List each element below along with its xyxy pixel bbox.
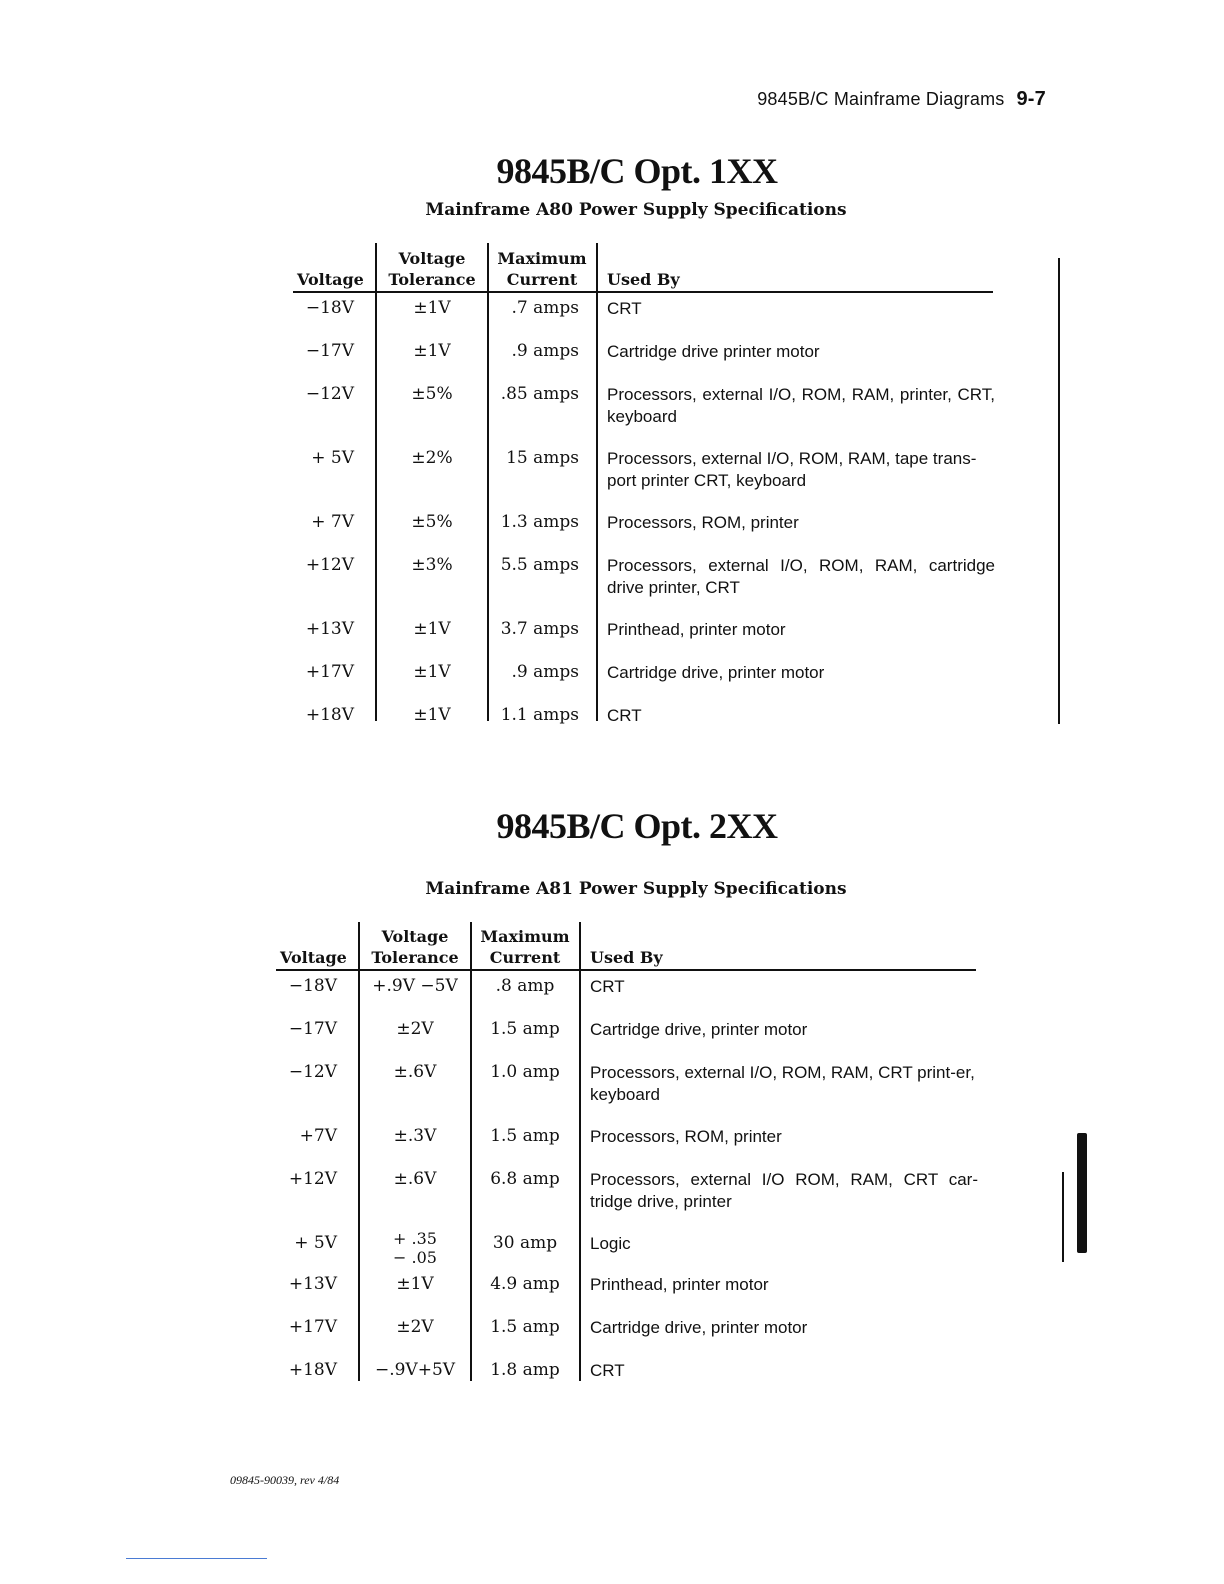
voltage-cell: −12V bbox=[288, 1062, 337, 1082]
tolerance-cell: ±2% bbox=[411, 448, 453, 468]
used-by-cell: Printhead, printer motor bbox=[590, 1275, 769, 1294]
voltage-cell: +18V bbox=[288, 1360, 337, 1380]
table1-rule-3 bbox=[596, 243, 598, 721]
tolerance-cell: ±1V bbox=[413, 619, 451, 639]
table2-header-tolerance-1: Voltage bbox=[381, 927, 449, 946]
voltage-cell: −17V bbox=[305, 341, 354, 361]
used-by-cell: Printhead, printer motor bbox=[607, 620, 786, 639]
voltage-cell: +17V bbox=[288, 1317, 337, 1337]
tolerance-cell: ±1V bbox=[413, 662, 451, 682]
current-cell: 30 amp bbox=[492, 1233, 558, 1253]
table2-rule-1 bbox=[358, 922, 360, 1381]
voltage-cell: −18V bbox=[305, 298, 354, 318]
current-cell: .7 amps bbox=[511, 298, 579, 318]
document-number: 09845-90039, rev 4/84 bbox=[230, 1473, 340, 1487]
tolerance-cell: +.9V −5V bbox=[372, 976, 458, 996]
tolerance-cell: ±.3V bbox=[393, 1126, 437, 1146]
used-by-cell: Processors, external I/O, ROM, RAM, cartridge drive printer, CRT bbox=[607, 556, 995, 597]
table2-header-rule bbox=[276, 969, 976, 971]
used-by-cell: CRT bbox=[590, 977, 625, 996]
tolerance-minus: − .05 bbox=[393, 1248, 437, 1267]
table2-header-voltage: Voltage bbox=[280, 948, 347, 967]
tolerance-cell: ±2V bbox=[396, 1019, 434, 1039]
voltage-cell: +13V bbox=[288, 1274, 337, 1294]
used-by-cell: CRT bbox=[607, 299, 642, 318]
current-cell: 4.9 amp bbox=[490, 1274, 560, 1294]
voltage-cell: −18V bbox=[288, 976, 337, 996]
current-cell: .9 amps bbox=[511, 662, 579, 682]
tolerance-cell: ±3% bbox=[411, 555, 453, 575]
used-by-cell: Processors, external I/O ROM, RAM, CRT car-tridge drive, printer bbox=[590, 1170, 978, 1211]
used-by-cell: Processors, external I/O, ROM, RAM, printer, CRT, keyboard bbox=[607, 385, 995, 426]
tolerance-cell: ±.6V bbox=[393, 1062, 437, 1082]
current-cell: 1.5 amp bbox=[490, 1126, 560, 1146]
table1-header-used-by: Used By bbox=[607, 270, 680, 289]
table1-header-tolerance-2: Tolerance bbox=[388, 270, 476, 289]
tolerance-cell: ±1V bbox=[396, 1274, 434, 1294]
used-by-cell: Cartridge drive, printer motor bbox=[607, 663, 825, 682]
current-cell: .85 amps bbox=[500, 384, 579, 404]
tolerance-cell bbox=[361, 1229, 469, 1267]
current-cell: 15 amps bbox=[506, 448, 579, 468]
table2-title: 9845B/C Opt. 2XX bbox=[496, 806, 778, 846]
tolerance-cell: ±1V bbox=[413, 298, 451, 318]
used-by-cell: Processors, external I/O, ROM, RAM, CRT print-er, keyboard bbox=[590, 1063, 975, 1104]
voltage-cell: +13V bbox=[305, 619, 354, 639]
tolerance-cell: ±2V bbox=[396, 1317, 434, 1337]
used-by-cell: Logic bbox=[590, 1234, 631, 1253]
current-cell: 6.8 amp bbox=[490, 1169, 560, 1189]
change-bar bbox=[1062, 1172, 1064, 1262]
current-cell: .9 amps bbox=[511, 341, 579, 361]
voltage-cell: −12V bbox=[305, 384, 354, 404]
used-by-cell: Cartridge drive printer motor bbox=[607, 342, 820, 361]
page-number: 9-7 bbox=[1016, 88, 1046, 110]
current-cell: 1.0 amp bbox=[490, 1062, 560, 1082]
used-by-cell: Processors, external I/O, ROM, RAM, tape trans-port printer CRT, keyboard bbox=[607, 449, 977, 490]
tolerance-cell: ±5% bbox=[411, 512, 453, 532]
table1-header-voltage: Voltage bbox=[297, 270, 364, 289]
tolerance-cell: −.9V+5V bbox=[374, 1360, 456, 1380]
current-cell: 3.7 amps bbox=[500, 619, 579, 639]
tolerance-cell: ±.6V bbox=[393, 1169, 437, 1189]
table2-subtitle: Mainframe A81 Power Supply Specifications bbox=[425, 879, 847, 899]
table1-rule-1 bbox=[375, 243, 377, 721]
table1-subtitle: Mainframe A80 Power Supply Specifications bbox=[425, 200, 847, 220]
table2-header-tolerance-2: Tolerance bbox=[371, 948, 459, 967]
current-cell: 1.8 amp bbox=[490, 1360, 560, 1380]
current-cell: 5.5 amps bbox=[500, 555, 579, 575]
table1-title: 9845B/C Opt. 1XX bbox=[496, 151, 778, 191]
table1-header-current-2: Current bbox=[506, 270, 578, 289]
current-cell: 1.1 amps bbox=[500, 705, 579, 725]
current-cell: 1.3 amps bbox=[500, 512, 579, 532]
used-by-cell: Cartridge drive, printer motor bbox=[590, 1020, 808, 1039]
table2-header-used-by: Used By bbox=[590, 948, 663, 967]
table1-header-rule bbox=[293, 291, 993, 293]
tolerance-plus: + .35 bbox=[393, 1229, 437, 1248]
table2-header-current-2: Current bbox=[489, 948, 561, 967]
tolerance-cell: ±1V bbox=[413, 341, 451, 361]
used-by-cell: Processors, ROM, printer bbox=[590, 1127, 782, 1146]
table1-header-current-1: Maximum bbox=[497, 249, 587, 268]
tolerance-cell: ±1V bbox=[413, 705, 451, 725]
underline-rule bbox=[126, 1558, 267, 1559]
used-by-cell: CRT bbox=[590, 1361, 625, 1380]
current-cell: 1.5 amp bbox=[490, 1019, 560, 1039]
table1-rule-2 bbox=[487, 243, 489, 721]
voltage-cell: +17V bbox=[305, 662, 354, 682]
change-bar-thick bbox=[1077, 1133, 1087, 1253]
used-by-cell: CRT bbox=[607, 706, 642, 725]
voltage-cell: + 7V bbox=[311, 512, 354, 532]
section-title: 9845B/C Mainframe Diagrams bbox=[757, 89, 1005, 109]
used-by-cell: Processors, ROM, printer bbox=[607, 513, 799, 532]
voltage-cell: +12V bbox=[305, 555, 354, 575]
voltage-cell: +12V bbox=[288, 1169, 337, 1189]
voltage-cell: + 5V bbox=[294, 1233, 337, 1253]
used-by-cell: Cartridge drive, printer motor bbox=[590, 1318, 808, 1337]
current-cell: .8 amp bbox=[495, 976, 555, 996]
voltage-cell: + 5V bbox=[311, 448, 354, 468]
table1-header-tolerance-1: Voltage bbox=[398, 249, 466, 268]
voltage-cell: −17V bbox=[288, 1019, 337, 1039]
table2-rule-3 bbox=[579, 922, 581, 1381]
voltage-cell: +7V bbox=[299, 1126, 337, 1146]
current-cell: 1.5 amp bbox=[490, 1317, 560, 1337]
voltage-cell: +18V bbox=[305, 705, 354, 725]
tolerance-cell: ±5% bbox=[411, 384, 453, 404]
change-bar bbox=[1058, 258, 1060, 724]
table2-header-current-1: Maximum bbox=[480, 927, 570, 946]
running-head bbox=[757, 88, 1046, 111]
